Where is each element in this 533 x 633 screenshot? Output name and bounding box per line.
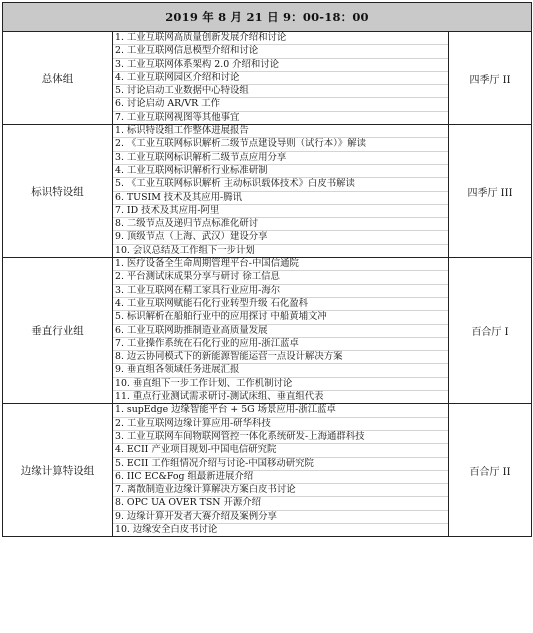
agenda-cell	[113, 32, 449, 125]
schedule-table	[2, 2, 532, 537]
agenda-item: 11. 重点行业测试需求研讨-测试床组、垂直组代表	[113, 390, 448, 403]
agenda-item: 10. 会议总结及工作组下一步计划	[113, 244, 448, 257]
agenda-item: 1. supEdge 边缘智能平台 + 5G 场景应用-浙江蓝卓	[115, 404, 336, 416]
agenda-item: 4. 工业互联网标识解析行业标准研制	[113, 164, 448, 177]
session-row	[3, 32, 532, 125]
group-name: 总体组	[3, 32, 113, 125]
agenda-item: 3. 工业互联网在精工家具行业应用-海尔	[113, 284, 448, 297]
agenda-cell	[113, 404, 449, 537]
agenda-item: 9. 垂直组各领域任务进展汇报	[113, 363, 448, 376]
session-row	[3, 125, 532, 258]
agenda-item: 3. 工业互联网体系架构 2.0 介绍和讨论	[113, 58, 448, 71]
schedule-header: 2019 年 8 月 21 日 9：00-18：00	[3, 3, 532, 32]
agenda-item: 6. 工业互联网助推制造业高质量发展	[113, 324, 448, 337]
group-name: 标识特设组	[3, 125, 113, 258]
agenda-item: 4. 工业互联网赋能石化行业转型升级 石化盈科	[113, 297, 448, 310]
group-name: 边缘计算特设组	[3, 404, 113, 537]
session-row	[3, 258, 532, 404]
agenda-item: 5. 标识解析在船舶行业中的应用探讨 中船黄埔文冲	[113, 310, 448, 323]
agenda-item: 10. 垂直组下一步工作计划、工作机制讨论	[113, 377, 448, 390]
agenda-item: 1. 工业互联网高质量创新发展介绍和讨论	[115, 32, 287, 43]
agenda-cell	[113, 258, 449, 404]
agenda-item: 1. 医疗设备全生命周期管理平台-中国信通院	[115, 258, 299, 270]
agenda-item: 3. 工业互联网标识解析二级节点应用分享	[113, 151, 448, 164]
agenda-item: 4. ECII 产业项目规划-中国电信研究院	[113, 443, 448, 456]
agenda-item: 8. 二级节点及递归节点标准化研讨	[113, 217, 448, 230]
agenda-item: 9. 顶级节点（上海、武汉）建设分享	[113, 230, 448, 243]
agenda-item: 6. 讨论启动 AR/VR 工作	[113, 97, 448, 110]
agenda-item: 7. 工业操作系统在石化行业的应用-浙江蓝卓	[113, 337, 448, 350]
header-row	[3, 3, 532, 32]
agenda-item: 7. ID 技术及其应用-阿里	[113, 204, 448, 217]
agenda-item: 3. 工业互联网车间物联网管控一体化系统研发-上海通群科技	[113, 430, 448, 443]
agenda-item: 2. 《工业互联网标识解析二级节点建设导则（试行本）》解读	[113, 137, 448, 150]
agenda-item: 5. 《工业互联网标识解析 主动标识载体技术》白皮书解读	[113, 177, 448, 190]
group-name: 垂直行业组	[3, 258, 113, 404]
agenda-item: 7. 工业互联网视图等其他事宜	[113, 111, 448, 124]
agenda-item: 8. 边云协同模式下的新能源智能运营一点设计解决方案	[113, 350, 448, 363]
agenda-item: 1. 标识特设组工作整体进展报告	[115, 125, 249, 137]
agenda-item: 6. IIC EC&Fog 组最新进展介绍	[113, 470, 448, 483]
agenda-item: 6. TUSIM 技术及其应用-腾讯	[113, 191, 448, 204]
agenda-item: 8. OPC UA OVER TSN 开源介绍	[113, 496, 448, 509]
room-name: 四季厅 III	[449, 125, 532, 258]
agenda-item: 10. 边缘安全白皮书讨论	[113, 523, 448, 536]
agenda-cell	[113, 125, 449, 258]
agenda-item: 5. ECII 工作组情况介绍与讨论-中国移动研究院	[113, 457, 448, 470]
agenda-item: 2. 工业互联网边缘计算应用-研华科技	[113, 417, 448, 430]
agenda-item: 2. 工业互联网信息模型介绍和讨论	[113, 44, 448, 57]
session-row	[3, 404, 532, 537]
room-name: 四季厅 II	[449, 32, 532, 125]
agenda-item: 2. 平台测试床成果分享与研讨 徐工信息	[113, 270, 448, 283]
agenda-item: 7. 离散制造业边缘计算解决方案白皮书讨论	[113, 483, 448, 496]
agenda-item: 4. 工业互联网园区介绍和讨论	[113, 71, 448, 84]
agenda-item: 5. 讨论启动工业数据中心特设组	[113, 84, 448, 97]
room-name: 百合厅 II	[449, 404, 532, 537]
room-name: 百合厅 I	[449, 258, 532, 404]
agenda-item: 9. 边缘计算开发者大赛介绍及案例分享	[113, 510, 448, 523]
